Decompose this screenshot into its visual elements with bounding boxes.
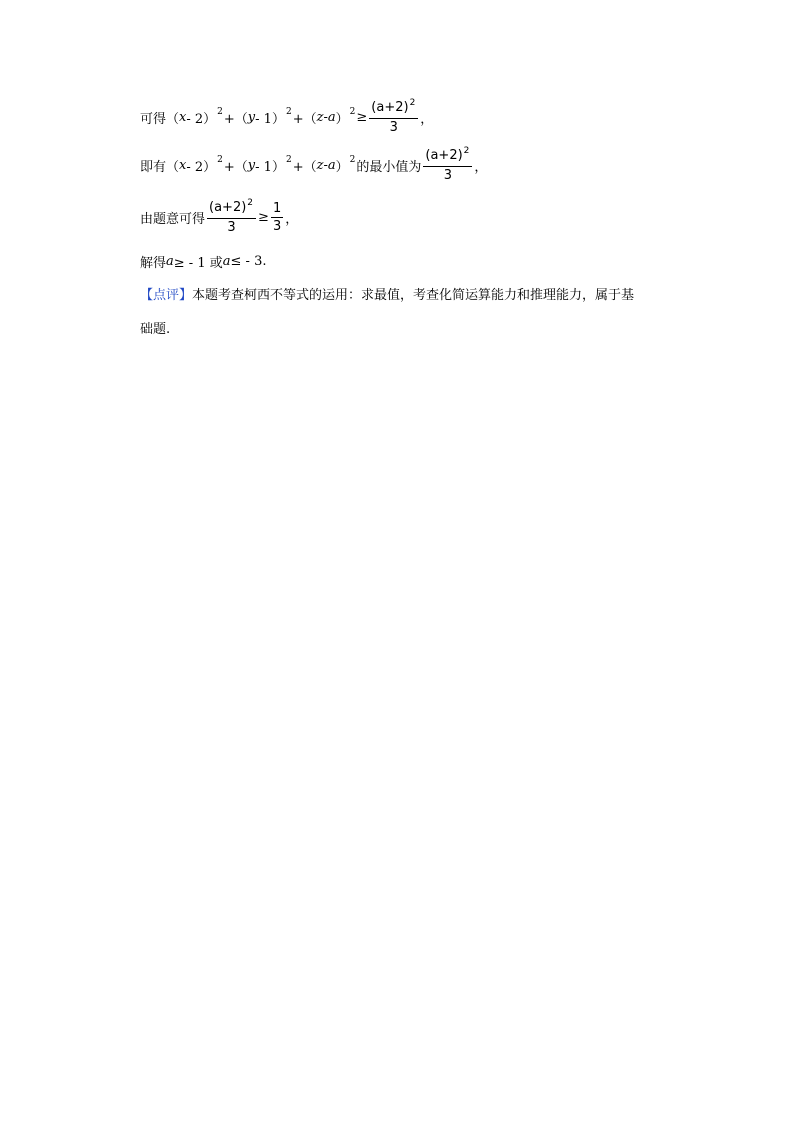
fraction [207, 200, 256, 235]
comment-tag: 【点评】 [140, 288, 193, 303]
text-segment: ， [285, 212, 299, 227]
exponent: 2 [463, 146, 470, 156]
variable-z: z [316, 110, 324, 125]
fraction-numerator [207, 200, 256, 219]
variable-a: a [166, 254, 174, 269]
solution-line-inequality [140, 100, 433, 135]
text-segment: - 2） [186, 160, 217, 175]
text-segment: +（ [292, 160, 317, 175]
solution-line-minimum [140, 148, 487, 183]
comment-line-continuation [140, 318, 170, 337]
text-segment: 可得（ [140, 112, 180, 127]
exponent: 2 [217, 106, 223, 117]
text-segment: ， [420, 112, 434, 127]
numerator-text: (a+2) [425, 148, 463, 163]
text-segment: ， [474, 160, 488, 175]
solution-line-answer [140, 252, 266, 271]
text-segment: - [323, 158, 328, 173]
comment-text: 础题. [140, 322, 171, 337]
variable-y: y [247, 158, 256, 173]
text-segment: - [323, 110, 328, 125]
text-segment: ） [335, 112, 349, 127]
text-segment: 即有（ [140, 160, 180, 175]
variable-x: x [179, 158, 187, 173]
comment-line [140, 284, 634, 303]
fraction [271, 201, 283, 234]
fraction-numerator: 1 [272, 201, 282, 216]
text-segment: 的最小值为 [356, 160, 422, 175]
text-segment: 解得 [140, 256, 167, 271]
numerator-text: (a+2) [371, 100, 409, 115]
geq-sign: ≥ [258, 210, 269, 225]
variable-x: x [179, 110, 187, 125]
variable-z: z [316, 158, 324, 173]
comment-text: 本题考查柯西不等式的运用：求最值，考查化简运算能力和推理能力，属于基 [192, 288, 635, 303]
variable-a: a [222, 254, 231, 269]
text-segment: 由题意可得 [140, 212, 206, 227]
solution-line-condition [140, 200, 298, 235]
exponent: 2 [349, 106, 356, 117]
exponent: 2 [285, 106, 292, 117]
exponent: 2 [247, 198, 254, 208]
text-segment: ≤ - 3. [230, 254, 267, 269]
text-segment: +（ [292, 112, 317, 127]
fraction-denominator: 3 [272, 219, 282, 234]
exponent: 2 [409, 98, 416, 108]
text-segment: +（ [223, 160, 248, 175]
numerator-text: (a+2) [209, 200, 247, 215]
fraction-denominator: 3 [389, 120, 398, 135]
exponent: 2 [285, 154, 292, 165]
text-segment: ） [335, 160, 349, 175]
exponent: 2 [349, 154, 356, 165]
fraction-denominator: 3 [443, 168, 453, 183]
fraction-numerator [423, 148, 472, 167]
fraction [423, 148, 472, 183]
text-segment: - 1） [255, 112, 285, 127]
text-segment: +（ [223, 112, 248, 127]
geq-sign: ≥ [356, 110, 368, 125]
fraction [369, 100, 418, 135]
text-segment: ≥ - 1 或 [173, 256, 223, 271]
variable-a: a [327, 158, 336, 173]
text-segment: - 1） [255, 160, 285, 175]
fraction-denominator: 3 [227, 220, 236, 235]
variable-a: a [327, 110, 336, 125]
exponent: 2 [217, 154, 223, 165]
variable-y: y [247, 110, 256, 125]
fraction-numerator [369, 100, 418, 119]
text-segment: - 2） [186, 112, 217, 127]
